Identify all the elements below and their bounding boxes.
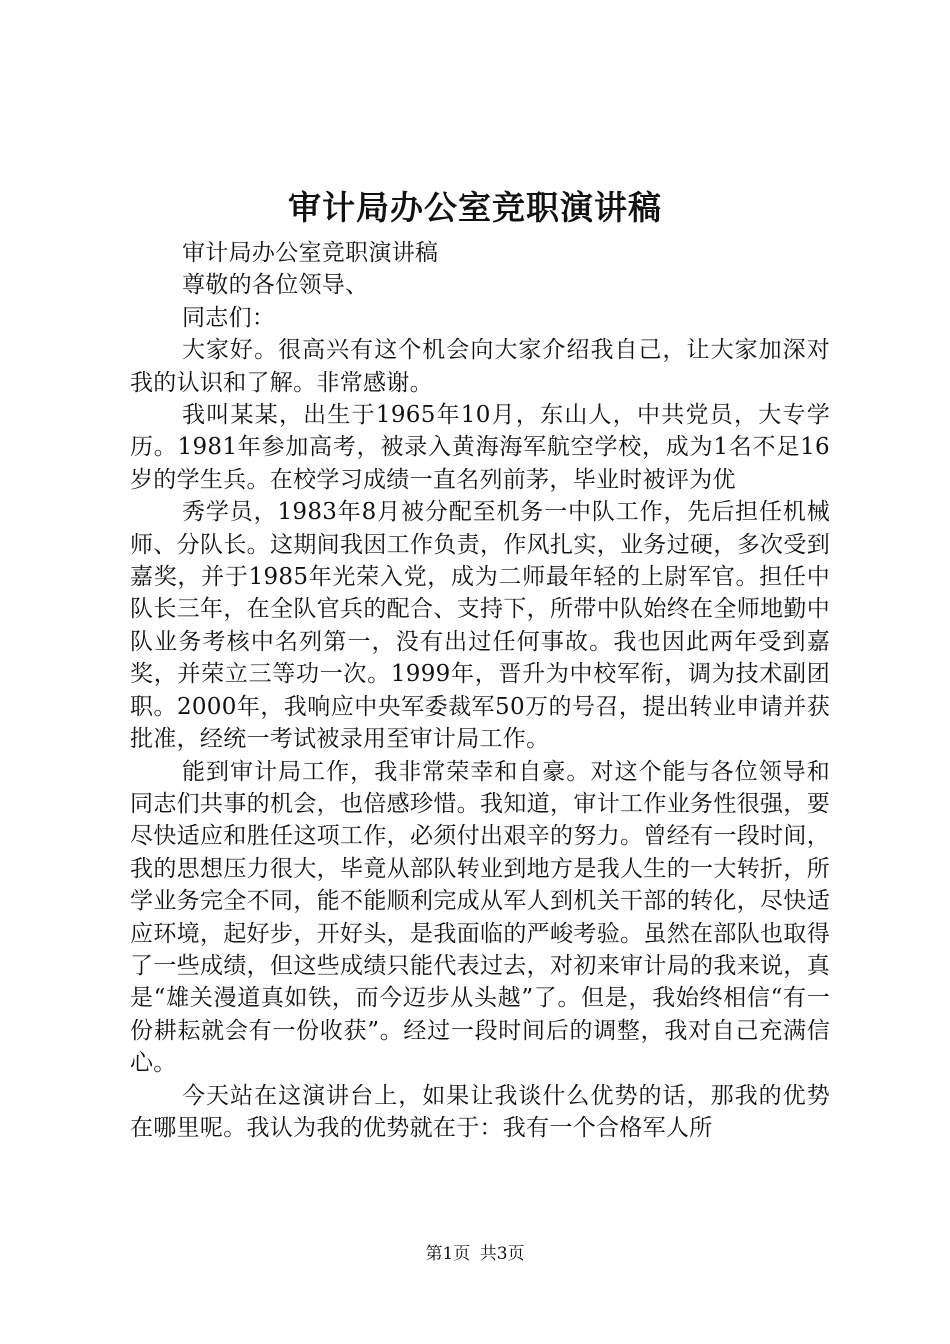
paragraph-subtitle: 审计局办公室竞职演讲稿 <box>182 240 439 266</box>
paragraph-introduction: 我叫某某，出生于1965年10月，东山人，中共党员，大专学历。1981年参加高考，被录入黄海海军航空学校，成为1名不足16岁的学生兵。在校学习成绩一直名列前茅，毕业时被评为优 <box>130 402 830 493</box>
paragraph-advantages: 今天站在这演讲台上，如果让我谈什么优势的话，那我的优势在哪里呢。我认为我的优势就在于：我有一个合格军人所 <box>130 1082 830 1141</box>
document-title: 审计局办公室竞职演讲稿 <box>288 188 662 227</box>
page-number: 第1页 <box>425 1244 471 1264</box>
page-footer <box>0 1242 950 1266</box>
document-body <box>130 237 830 1144</box>
paragraph-greeting: 大家好。很高兴有这个机会向大家介绍我自己，让大家加深对我的认识和了解。非常感谢。 <box>130 337 830 396</box>
paragraph-career: 秀学员，1983年8月被分配至机务一中队工作，先后担任机械师、分队长。这期间我因工作负责，作风扎实，业务过硬，多次受到嘉奖，并于1985年光荣入党，成为二师最年轻的上尉军官。担任中队长三年，在全队官兵的配合、支持下，所带中队始终在全师地勤中队业务考核中名列第一，没有出过任何事故。我也因此两年受到嘉奖，并荣立三等功一次。1999年，晋升为中校军衔，调为技术副团职。2000年，我响应中央军委裁军50万的号召，提出转业申请并获批准，经统一考试被录用至审计局工作。 <box>130 499 830 753</box>
page-total: 共3页 <box>479 1244 525 1264</box>
paragraph-audit-work: 能到审计局工作，我非常荣幸和自豪。对这个能与各位领导和同志们共事的机会，也倍感珍惜。我知道，审计工作业务性很强，要尽快适应和胜任这项工作，必须付出艰辛的努力。曾经有一段时间，我的思想压力很大，毕竟从部队转业到地方是我人生的一大转折，所学业务完全不同，能不能顺利完成从军人到机关干部的转化，尽快适应环境，起好步，开好头，是我面临的严峻考验。虽然在部队也取得了一些成绩，但这些成绩只能代表过去，对初来审计局的我来说，真是“雄关漫道真如铁，而今迈步从头越”了。但是，我始终相信“有一份耕耘就会有一份收获”。经过一段时间后的调整，我对自己充满信心。 <box>130 758 830 1077</box>
paragraph-salutation: 尊敬的各位领导、 <box>182 272 369 299</box>
paragraph-salutation-continued: 同志们： <box>182 304 276 331</box>
